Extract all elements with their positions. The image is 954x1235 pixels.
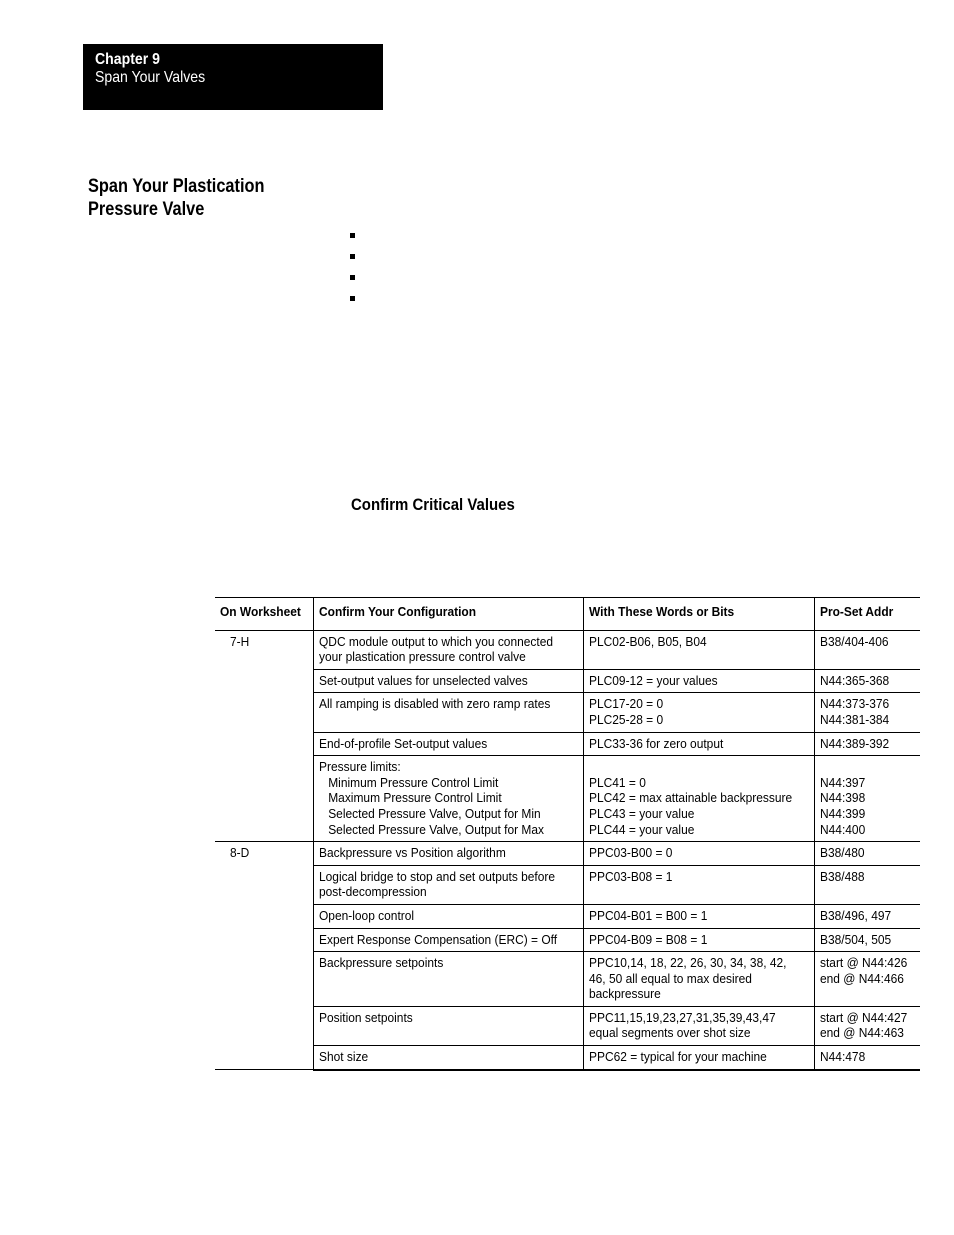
config-cell: [313, 756, 583, 842]
words-cell: [583, 669, 815, 693]
address-cell: [815, 732, 920, 756]
cell-line: B38/504, 505: [820, 931, 892, 947]
config-cell: [313, 842, 583, 866]
cell-line: Position setpoints: [318, 1009, 413, 1025]
words-cell: [583, 865, 815, 904]
words-cell: [583, 1046, 815, 1070]
cell-line: [589, 759, 792, 775]
words-cell: [583, 952, 815, 1007]
worksheet-cell: 8-D: [230, 845, 250, 861]
cell-line: [820, 759, 907, 775]
worksheet-cell: [215, 693, 313, 732]
words-cell: [583, 1006, 815, 1045]
cell-line: N44:381-384: [820, 711, 890, 727]
config-cell: [313, 952, 583, 1007]
cell-line: your plastication pressure control valve: [318, 649, 526, 665]
cell-line: End-of-profile Set-output values: [318, 735, 488, 751]
cell-line: Logical bridge to stop and set outputs before: [318, 868, 555, 884]
cell-line: start @ N44:427: [820, 1009, 908, 1025]
config-cell: [313, 928, 583, 952]
cell-line: PPC03-B08 = 1: [588, 868, 673, 884]
address-cell: [815, 952, 920, 1007]
cell-line: N44:478: [820, 1049, 866, 1065]
worksheet-cell: [215, 865, 313, 904]
worksheet-cell: [215, 669, 313, 693]
config-cell: [313, 693, 583, 732]
words-cell: [583, 732, 815, 756]
table-row: [215, 756, 920, 842]
table-header-row: [215, 598, 920, 631]
cell-line: Shot size: [318, 1049, 369, 1065]
config-cell: [313, 669, 583, 693]
cell-line: PLC41 = 0: [588, 774, 646, 790]
worksheet-cell: [215, 1046, 313, 1070]
worksheet-cell: [215, 928, 313, 952]
critical-values-table: [215, 597, 920, 1071]
table-row: [215, 928, 920, 952]
address-cell: [815, 904, 920, 928]
chapter-header: [83, 44, 383, 110]
cell-line: N44:365-368: [820, 672, 890, 688]
bullet-marker: [350, 254, 355, 259]
worksheet-cell: [215, 732, 313, 756]
cell-line: Expert Response Compensation (ERC) = Off: [318, 931, 557, 947]
bullet-marker: [350, 296, 355, 301]
bullet-marker: [350, 275, 355, 280]
header-cell: Confirm Your Configuration: [313, 598, 583, 631]
cell-line: PPC62 = typical for your machine: [588, 1049, 767, 1065]
cell-line: N44:397: [820, 774, 866, 790]
cell-line: PPC04-B09 = B08 = 1: [588, 931, 708, 947]
cell-line: Pressure limits:: [318, 759, 401, 775]
cell-line: backpressure: [588, 986, 661, 1002]
table-row: [215, 669, 920, 693]
cell-line: QDC module output to which you connected: [318, 633, 553, 649]
worksheet-cell: [215, 756, 313, 842]
config-cell: [313, 865, 583, 904]
cell-line: PLC33-36 for zero output: [588, 735, 723, 751]
address-cell: [815, 1006, 920, 1045]
words-cell: [583, 904, 815, 928]
cell-line: Selected Pressure Valve, Output for Max: [328, 821, 544, 837]
address-cell: [815, 842, 920, 866]
cell-line: PPC11,15,19,23,27,31,35,39,43,47: [588, 1009, 776, 1025]
header-cell: With These Words or Bits: [583, 598, 815, 631]
cell-line: end @ N44:463: [820, 1025, 905, 1041]
section-title-line2: Pressure Valve: [88, 199, 205, 220]
cell-line: start @ N44:426: [820, 955, 908, 971]
worksheet-cell: [215, 952, 313, 1007]
cell-line: Backpressure vs Position algorithm: [318, 845, 506, 861]
words-cell: [583, 630, 815, 669]
config-cell: [313, 904, 583, 928]
header-cell: Pro-Set Addr: [815, 598, 920, 631]
cell-line: PPC03-B00 = 0: [588, 845, 673, 861]
cell-line: Maximum Pressure Control Limit: [328, 790, 502, 806]
cell-line: PLC44 = your value: [588, 821, 695, 837]
address-cell: [815, 630, 920, 669]
words-cell: [583, 842, 815, 866]
cell-line: PLC43 = your value: [588, 805, 695, 821]
address-cell: [815, 693, 920, 732]
cell-line: B38/480: [820, 845, 866, 861]
config-cell: [313, 1006, 583, 1045]
cell-line: Set-output values for unselected valves: [318, 672, 528, 688]
cell-line: equal segments over shot size: [588, 1025, 751, 1041]
table-row: [215, 842, 920, 866]
cell-line: N44:373-376: [820, 696, 890, 712]
table-row: [215, 865, 920, 904]
words-cell: [583, 756, 815, 842]
worksheet-cell: 7-H: [230, 633, 250, 649]
config-cell: [313, 732, 583, 756]
cell-line: PLC25-28 = 0: [588, 711, 663, 727]
address-cell: [815, 756, 920, 842]
cell-line: PLC02-B06, B05, B04: [588, 633, 707, 649]
cell-line: PLC42 = max attainable backpressure: [588, 790, 792, 806]
cell-line: Open-loop control: [318, 907, 414, 923]
cell-line: Selected Pressure Valve, Output for Min: [328, 805, 541, 821]
table-row: [215, 1046, 920, 1070]
worksheet-cell: [215, 904, 313, 928]
section-title-line1: Span Your Plastication: [88, 176, 265, 197]
table-row: [215, 1006, 920, 1045]
words-cell: [583, 693, 815, 732]
cell-line: PPC10,14, 18, 22, 26, 30, 34, 38, 42,: [588, 955, 787, 971]
cell-line: post-decompression: [318, 884, 427, 900]
table-row: [215, 952, 920, 1007]
subheading: Confirm Critical Values: [351, 495, 515, 514]
table-row: [215, 904, 920, 928]
bullet-marker: [350, 233, 355, 238]
address-cell: [815, 1046, 920, 1070]
address-cell: [815, 669, 920, 693]
config-cell: [313, 1046, 583, 1070]
address-cell: [815, 865, 920, 904]
section-title: [88, 175, 264, 221]
words-cell: [583, 928, 815, 952]
cell-line: N44:389-392: [820, 735, 890, 751]
cell-line: PLC17-20 = 0: [588, 696, 663, 712]
cell-line: B38/404-406: [820, 633, 889, 649]
cell-line: end @ N44:466: [820, 970, 905, 986]
cell-line: N44:398: [820, 790, 866, 806]
cell-line: PPC04-B01 = B00 = 1: [588, 907, 708, 923]
address-cell: [815, 928, 920, 952]
table-row: [215, 630, 920, 669]
cell-line: N44:400: [820, 821, 866, 837]
cell-line: 46, 50 all equal to max desired: [588, 970, 752, 986]
cell-line: All ramping is disabled with zero ramp rates: [318, 696, 551, 712]
cell-line: Minimum Pressure Control Limit: [328, 774, 499, 790]
worksheet-cell: [215, 1006, 313, 1045]
cell-line: B38/488: [820, 868, 866, 884]
table-row: [215, 693, 920, 732]
header-cell: On Worksheet: [215, 598, 313, 631]
config-cell: [313, 630, 583, 669]
chapter-title: Span Your Valves: [95, 69, 206, 86]
cell-line: B38/496, 497: [820, 907, 892, 923]
table-row: [215, 732, 920, 756]
chapter-label: Chapter 9: [95, 51, 160, 68]
cell-line: Backpressure setpoints: [318, 955, 444, 971]
cell-line: N44:399: [820, 805, 866, 821]
cell-line: PLC09-12 = your values: [588, 672, 718, 688]
